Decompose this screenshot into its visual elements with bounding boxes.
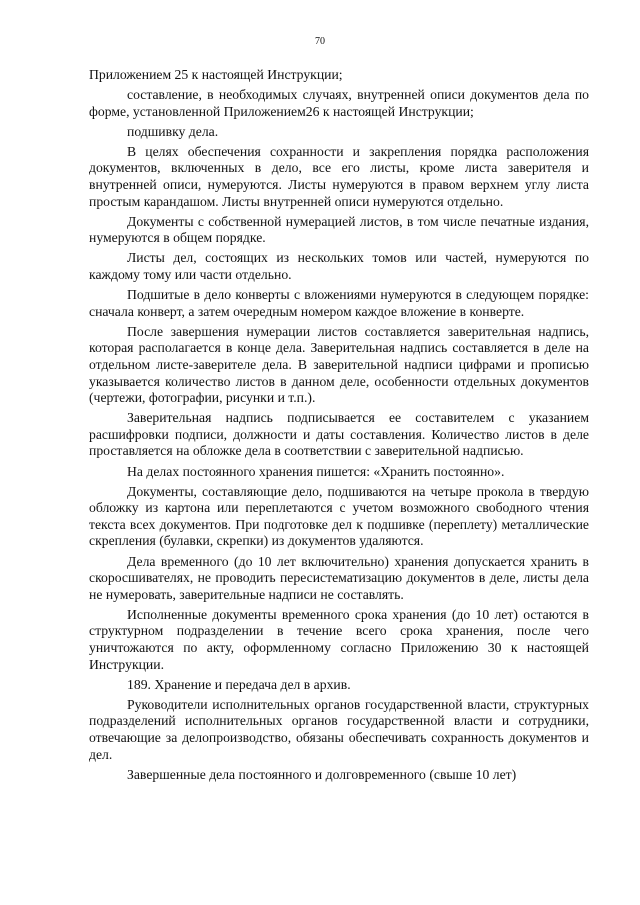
paragraph: Заверительная надпись подписывается ее составителем с указанием расшифровки подписи, должности и даты составления. Количество листов в деле проставляется на обложке дела в соответствии с заверительной надписью.	[89, 410, 589, 459]
paragraph: Завершенные дела постоянного и долговременного (свыше 10 лет)	[127, 766, 517, 782]
paragraph: Дела временного (до 10 лет включительно) хранения допускается хранить в скоросшивателях, не проводить пересистематизацию документов в деле, листы дела не нумеровать, заверительные надписи не составлять.	[89, 553, 589, 602]
section-heading: 189. Хранение и передача дел в архив.	[127, 676, 351, 692]
paragraph: Документы с собственной нумерацией листов, в том числе печатные издания, нумеруются в общем порядке.	[89, 213, 589, 246]
paragraph: На делах постоянного хранения пишется: «Хранить постоянно».	[127, 463, 505, 479]
paragraph: Документы, составляющие дело, подшиваются на четыре прокола в твердую обложку из картона или переплетаются с учетом возможного свободного чтения текста всех документов. При подготовке дел к подшивке (переплету) металлические скрепления (булавки, скрепки) из документов удаляются.	[89, 483, 589, 549]
paragraph: Подшитые в дело конверты с вложениями нумеруются в следующем порядке: сначала конверт, а затем очередным номером каждое вложение в конверте.	[89, 287, 589, 319]
paragraph: В целях обеспечения сохранности и закрепления порядка расположения документов, включенных в дело, все его листы, кроме листа заверителя и внутренней описи, нумеруются. Листы нумеруются в правом верхнем углу листа простым карандашом. Листы внутренней описи нумеруются отдельно.	[89, 143, 589, 209]
paragraph: составление, в необходимых случаях, внутренней описи документов дела по форме, установленной Приложением26 к настоящей Инструкции;	[89, 87, 589, 119]
paragraph: Исполненные документы временного срока хранения (до 10 лет) остаются в структурном подразделении в течение всего срока хранения, после чего уничтожаются по акту, оформленному согласно Приложению 30 к настоящей Инструкции.	[89, 606, 589, 672]
document-body	[89, 67, 589, 787]
paragraph: подшивку дела.	[127, 123, 219, 139]
paragraph: Приложением 25 к настоящей Инструкции;	[89, 67, 343, 82]
paragraph: Руководители исполнительных органов государственной власти, структурных подразделений исполнительных органов государственной власти и сотрудники, отвечающие за делопроизводство, обязаны обеспечивать сохранность документов и дел.	[89, 696, 589, 762]
paragraph: После завершения нумерации листов составляется заверительная надпись, которая располагается в конце дела. Заверительная надпись составляется в деле на отдельном листе-заверителе дела. В заверительной надписи цифрами и прописью указывается количество листов в данном деле, особенности отдельных документов (чертежи, фотографии, рисунки и т.п.).	[89, 323, 589, 406]
paragraph: Листы дел, состоящих из нескольких томов или частей, нумеруются по каждому тому или части отдельно.	[89, 250, 589, 283]
page-number: 70	[315, 36, 325, 47]
